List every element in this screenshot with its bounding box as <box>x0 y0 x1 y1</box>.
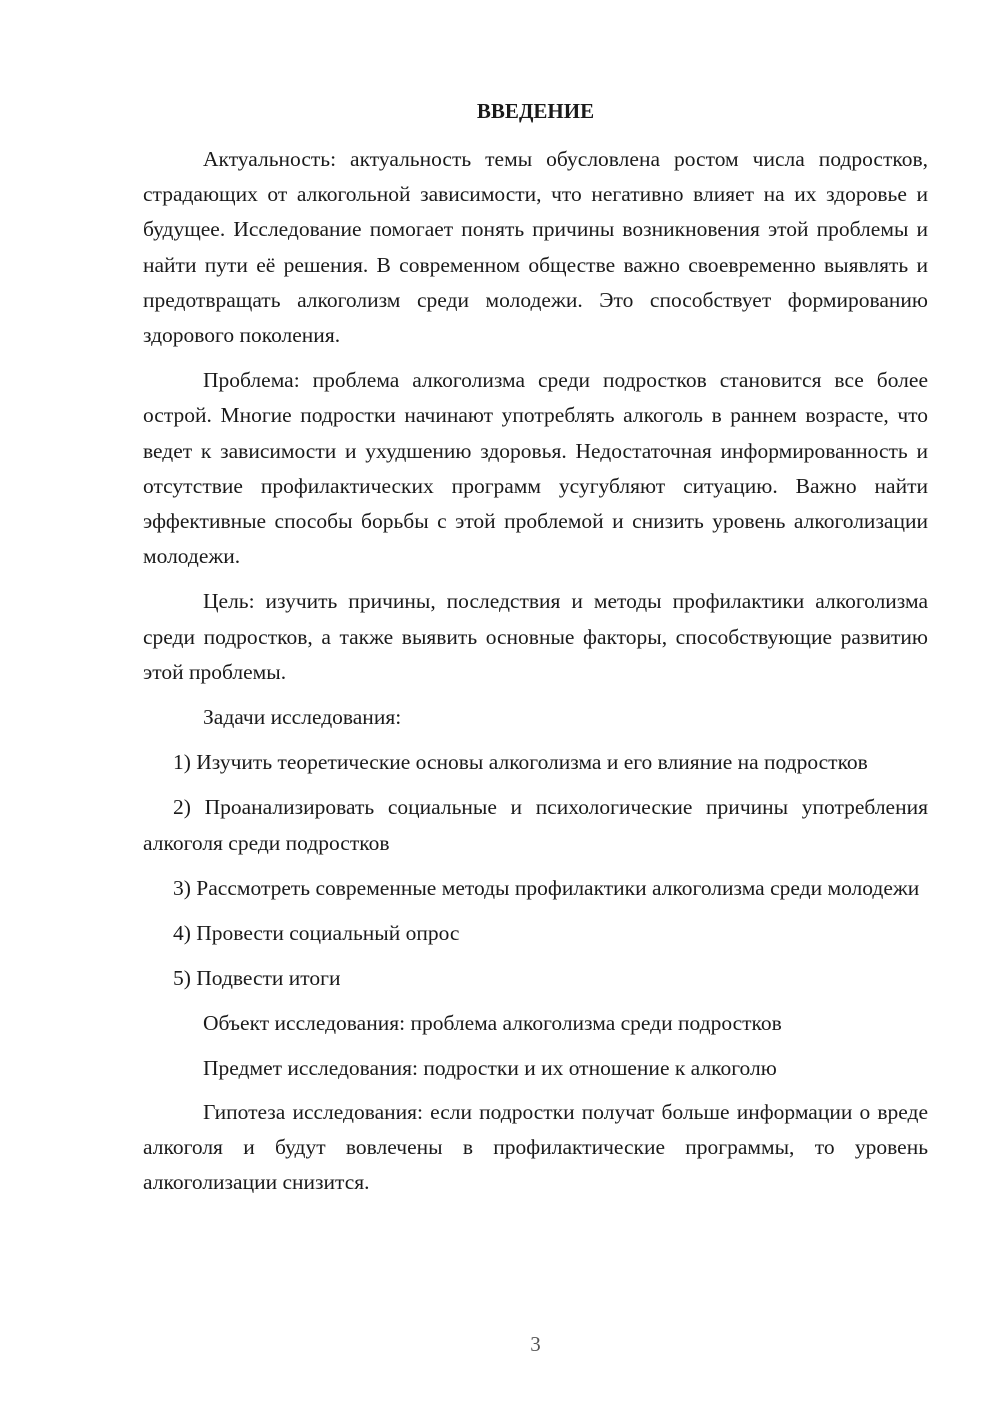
page-number: 3 <box>530 1332 541 1356</box>
paragraph-object: Объект исследования: проблема алкоголизма среди подростков <box>203 1011 782 1036</box>
document-page <box>143 0 928 1414</box>
paragraph-hypothesis: Гипотеза исследования: если подростки получат больше информации о вреде алкоголя и будут вовлечены в профилактические программы, то уровень алкоголизации снизится. <box>143 1099 928 1195</box>
section-title: ВВЕДЕНИЕ <box>476 99 595 123</box>
task-item-4: 4) Провести социальный опрос <box>173 921 460 946</box>
task-item-5: 5) Подвести итоги <box>173 966 341 991</box>
paragraph-problem: Проблема: проблема алкоголизма среди подростков становится все более острой. Многие подростки начинают употреблять алкоголь в раннем возрасте, что ведет к зависимости и ухудшению здоровья. Недостаточная информированность и отсутствие профилактических программ усугубляют ситуацию. Важно найти эффективные способы борьбы с этой проблемой и снизить уровень алкоголизации молодежи. <box>143 368 928 569</box>
task-item-3: 3) Рассмотреть современные методы профилактики алкоголизма среди молодежи <box>173 875 920 900</box>
tasks-heading: Задачи исследования: <box>203 705 402 730</box>
task-item-1: 1) Изучить теоретические основы алкоголизма и его влияние на подростков <box>173 750 868 775</box>
document-body <box>143 142 928 1210</box>
task-item-2: 2) Проанализировать социальные и психологические причины употребления алкоголя среди подростков <box>143 795 928 855</box>
paragraph-subject: Предмет исследования: подростки и их отношение к алкоголю <box>203 1055 777 1080</box>
paragraph-goal: Цель: изучить причины, последствия и методы профилактики алкоголизма среди подростков, а также выявить основные факторы, способствующие развитию этой проблемы. <box>143 589 928 684</box>
paragraph-relevance: Актуальность: актуальность темы обусловлена ростом числа подростков, страдающих от алкогольной зависимости, что негативно влияет на их здоровье и будущее. Исследование помогает понять причины возникновения этой проблемы и найти пути её решения. В современном обществе важно своевременно выявлять и предотвращать алкоголизм среди молодежи. Это способствует формированию здорового поколения. <box>143 147 928 348</box>
